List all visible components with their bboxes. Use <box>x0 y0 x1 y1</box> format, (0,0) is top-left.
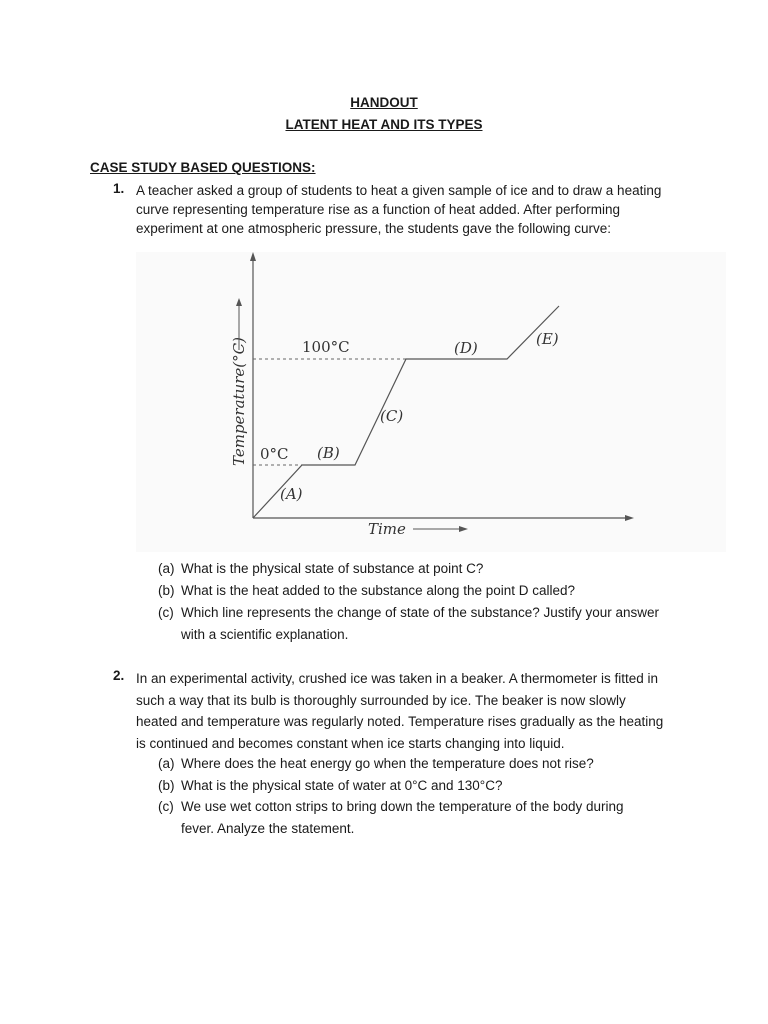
q2-sub-c-line: We use wet cotton strips to bring down the temperature of the body during <box>181 799 624 814</box>
segment-label-c: (C) <box>380 407 404 425</box>
q2-sub-c-line: fever. Analyze the statement. <box>181 820 355 836</box>
q1-sub-a-text: What is the physical state of substance at point C? <box>181 561 484 576</box>
x-axis-label: Time <box>368 520 406 538</box>
y-label-arrowhead <box>236 298 242 306</box>
question-1-text <box>136 181 696 238</box>
q1-sub-c-line: with a scientific explanation. <box>181 626 349 642</box>
q1-sub-c-label: (c) <box>158 605 174 620</box>
q2-sub-a <box>158 753 698 775</box>
question-2-line: In an experimental activity, crushed ice was taken in a beaker. A thermometer is fitted in <box>136 671 659 686</box>
question-2-number: 2. <box>113 668 125 683</box>
segment-label-d: (D) <box>454 339 478 357</box>
q1-sub-a <box>158 558 698 580</box>
q1-sub-a-label: (a) <box>158 561 175 576</box>
heating-curve-svg <box>136 252 726 552</box>
document-subtitle: LATENT HEAT AND ITS TYPES <box>285 117 483 132</box>
y-axis-arrowhead <box>250 252 256 261</box>
q1-sub-c-line: Which line represents the change of state of the substance? Justify your answer <box>181 605 660 620</box>
segment-label-e: (E) <box>536 330 559 348</box>
high-temperature-label: 100°C <box>302 338 350 356</box>
q1-sub-c-text <box>181 602 681 645</box>
q2-sub-b-label: (b) <box>158 778 175 793</box>
y-axis-label: Temperature(°C) <box>230 337 248 466</box>
q2-sub-a-label: (a) <box>158 756 175 771</box>
q2-sub-b-text: What is the physical state of water at 0°C and 130°C? <box>181 778 503 793</box>
x-label-arrowhead <box>459 526 468 532</box>
question-2-line: heated and temperature was regularly noted. Temperature rises gradually as the heating <box>136 714 664 729</box>
section-heading: CASE STUDY BASED QUESTIONS: <box>90 160 316 175</box>
question-2-text <box>136 668 696 754</box>
segment-label-a: (A) <box>280 485 303 503</box>
low-temperature-label: 0°C <box>260 445 289 463</box>
question-1-line: curve representing temperature rise as a function of heat added. After performing <box>136 202 621 217</box>
q2-sub-c <box>158 796 698 840</box>
x-axis-arrowhead <box>625 515 634 521</box>
question-1-line: experiment at one atmospheric pressure, the students gave the following curve: <box>136 221 612 236</box>
q2-sub-a-text: Where does the heat energy go when the temperature does not rise? <box>181 756 594 771</box>
document-title: HANDOUT <box>350 95 418 110</box>
y-axis-label-group <box>230 298 248 466</box>
question-2-line: is continued and becomes constant when ice starts changing into liquid. <box>136 735 565 751</box>
question-1-line: A teacher asked a group of students to heat a given sample of ice and to draw a heating <box>136 183 662 198</box>
q2-sub-c-text <box>181 796 681 839</box>
question-1-number: 1. <box>113 181 125 196</box>
q2-sub-c-label: (c) <box>158 799 174 814</box>
q1-sub-b <box>158 580 698 602</box>
heating-curve-figure <box>136 252 726 552</box>
q1-sub-b-text: What is the heat added to the substance along the point D called? <box>181 583 576 598</box>
q1-sub-b-label: (b) <box>158 583 175 598</box>
q1-sub-c <box>158 602 698 646</box>
question-2-line: such a way that its bulb is thoroughly surrounded by ice. The beaker is now slowly <box>136 692 626 708</box>
q2-sub-b <box>158 775 698 797</box>
segment-label-b: (B) <box>317 444 340 462</box>
